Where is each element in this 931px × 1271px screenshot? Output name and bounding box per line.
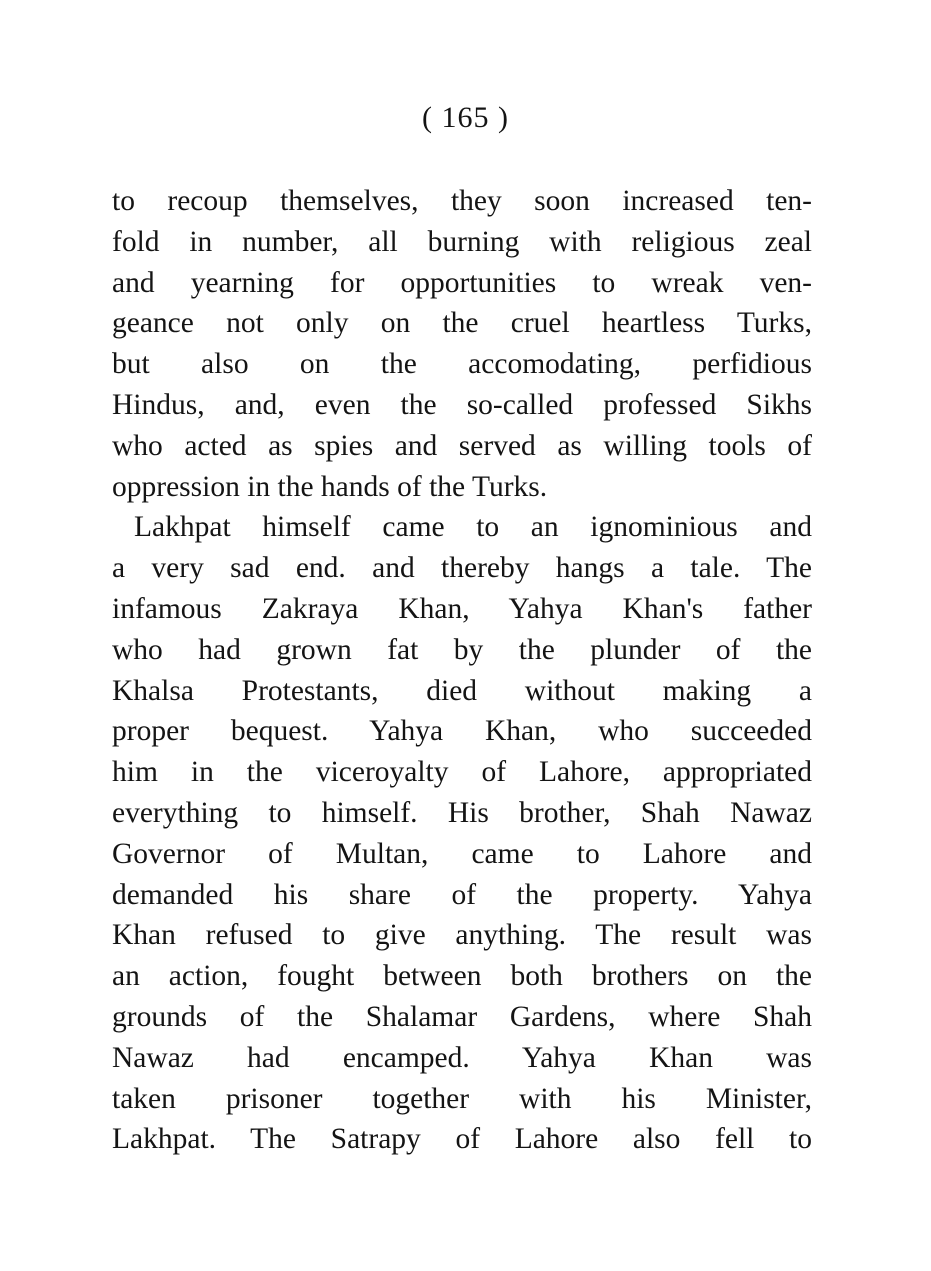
text-line: who acted as spies and served as willing tools of (112, 429, 812, 462)
text-line: Lakhpat. The Satrapy of Lahore also fell to (112, 1123, 812, 1156)
text-line: grounds of the Shalamar Gardens, where Shah (112, 1000, 812, 1033)
text-line: everything to himself. His brother, Shah Nawaz (112, 796, 812, 829)
text-line: geance not only on the cruel heartless Turks, (112, 307, 812, 340)
text-line: Governor of Multan, came to Lahore and (112, 837, 812, 870)
text-line: Hindus, and, even the so-called professed Sikhs (112, 388, 812, 421)
text-line: but also on the accomodating, perfidious (112, 348, 812, 381)
text-line: him in the viceroyalty of Lahore, appropriated (112, 756, 812, 789)
text-line: infamous Zakraya Khan, Yahya Khan's father (112, 592, 812, 625)
text-line: fold in number, all burning with religious zeal (112, 225, 812, 258)
text-line: an action, fought between both brothers on the (112, 960, 812, 993)
text-line: Lakhpat himself came to an ignominious and (134, 511, 812, 544)
text-line: proper bequest. Yahya Khan, who succeeded (112, 715, 812, 748)
text-line: taken prisoner together with his Minister, (112, 1082, 812, 1115)
text-line: a very sad end. and thereby hangs a tale. The (112, 552, 812, 585)
text-line: to recoup themselves, they soon increased ten- (112, 185, 812, 217)
page-number: ( 165 ) (422, 101, 509, 134)
text-line: Nawaz had encamped. Yahya Khan was (112, 1041, 812, 1074)
text-line: demanded his share of the property. Yahya (112, 878, 812, 911)
text-line: oppression in the hands of the Turks. (112, 470, 548, 503)
body-text (112, 181, 812, 1160)
text-line: and yearning for opportunities to wreak ven- (112, 266, 812, 299)
text-line: who had grown fat by the plunder of the (112, 633, 812, 666)
text-line: Khalsa Protestants, died without making a (112, 674, 812, 707)
text-line: Khan refused to give anything. The result was (112, 919, 812, 952)
